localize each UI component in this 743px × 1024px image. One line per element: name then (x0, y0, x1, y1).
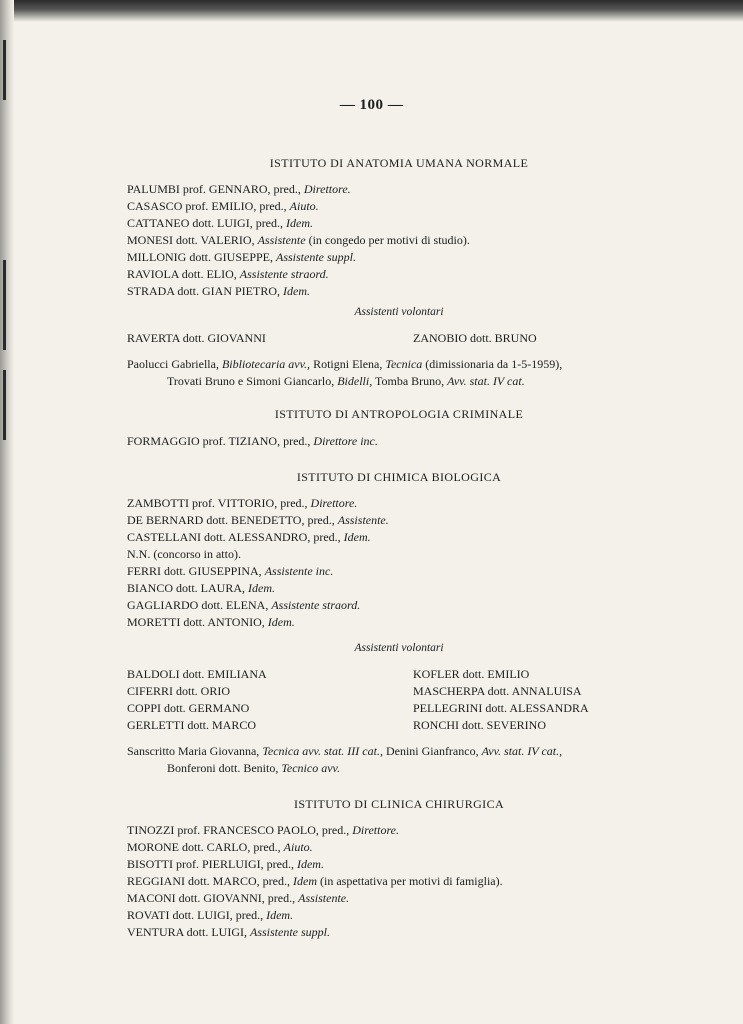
list-item: MILLONIG dott. GIUSEPPE, Assistente suppl. (127, 250, 356, 264)
list-item: MORETTI dott. ANTONIO, Idem. (127, 615, 295, 629)
volunteer-item: PELLEGRINI dott. ALESSANDRA (413, 701, 589, 715)
list-item: BISOTTI prof. PIERLUIGI, pred., Idem. (127, 857, 324, 871)
list-item: TINOZZI prof. FRANCESCO PAOLO, pred., Direttore. (127, 823, 399, 837)
section-title: ISTITUTO DI ANTROPOLOGIA CRIMINALE (274, 407, 524, 421)
list-item: VENTURA dott. LUIGI, Assistente suppl. (127, 925, 330, 939)
volunteer-item: COPPI dott. GERMANO (127, 701, 250, 715)
volunteers-title: Assistenti volontari (354, 642, 444, 654)
list-item: DE BERNARD dott. BENEDETTO, pred., Assistente. (127, 513, 389, 527)
scan-mark (3, 40, 6, 100)
volunteer-item: CIFERRI dott. ORIO (127, 684, 231, 698)
list-item: PALUMBI prof. GENNARO, pred., Direttore. (127, 182, 351, 196)
list-item: GAGLIARDO dott. ELENA, Assistente straord. (127, 598, 361, 612)
list-item: CASTELLANI dott. ALESSANDRO, pred., Idem. (127, 530, 371, 544)
section-title: ISTITUTO DI CLINICA CHIRURGICA (293, 797, 505, 811)
volunteers-title: Assistenti volontari (354, 306, 444, 318)
page-number: — 100 — (339, 97, 404, 113)
list-item: MONESI dott. VALERIO, Assistente (in congedo per motivi di studio). (127, 233, 470, 247)
volunteer-item: RONCHI dott. SEVERINO (413, 718, 547, 732)
scan-mark (3, 370, 6, 440)
list-item: MORONE dott. CARLO, pred., Aiuto. (127, 840, 313, 854)
list-item: FERRI dott. GIUSEPPINA, Assistente inc. (127, 564, 334, 578)
staff-paragraph: Paolucci Gabriella, Bibliotecaria avv., Rotigni Elena, Tecnica (dimissionaria da 1-5-1959), Trovati Bruno e Simoni Giancarlo, Bidelli, Tomba Bruno, Avv. stat. IV cat. (127, 357, 563, 388)
volunteer-item: MASCHERPA dott. ANNALUISA (413, 684, 582, 698)
list-item: ROVATI dott. LUIGI, pred., Idem. (127, 908, 294, 922)
section-title: ISTITUTO DI ANATOMIA UMANA NORMALE (269, 156, 529, 170)
volunteer-item: RAVERTA dott. GIOVANNI (127, 331, 266, 345)
list-item: ZAMBOTTI prof. VITTORIO, pred., Direttore. (127, 496, 358, 510)
volunteer-item: KOFLER dott. EMILIO (413, 667, 530, 681)
list-item: REGGIANI dott. MARCO, pred., Idem (in aspettativa per motivi di famiglia). (127, 874, 503, 888)
scan-left-border (0, 0, 14, 1024)
list-item: CATTANEO dott. LUIGI, pred., Idem. (127, 216, 314, 230)
list-item: RAVIOLA dott. ELIO, Assistente straord. (127, 267, 329, 281)
section-title: ISTITUTO DI CHIMICA BIOLOGICA (296, 470, 502, 484)
scan-mark (3, 260, 6, 350)
volunteer-item: BALDOLI dott. EMILIANA (127, 667, 267, 681)
list-item: STRADA dott. GIAN PIETRO, Idem. (127, 284, 311, 298)
staff-paragraph: Sanscritto Maria Giovanna, Tecnica avv. stat. III cat., Denini Gianfranco, Avv. stat. IV cat., Bonferoni dott. Benito, Tecnico avv. (127, 744, 563, 775)
list-item: CASASCO prof. EMILIO, pred., Aiuto. (127, 199, 319, 213)
scan-top-border (0, 0, 743, 22)
list-item: BIANCO dott. LAURA, Idem. (127, 581, 276, 595)
list-item: MACONI dott. GIOVANNI, pred., Assistente. (127, 891, 350, 905)
volunteer-item: ZANOBIO dott. BRUNO (413, 331, 537, 345)
list-item: FORMAGGIO prof. TIZIANO, pred., Direttore inc. (127, 434, 378, 448)
volunteer-item: GERLETTI dott. MARCO (127, 718, 256, 732)
list-item: N.N. (concorso in atto). (127, 547, 241, 561)
